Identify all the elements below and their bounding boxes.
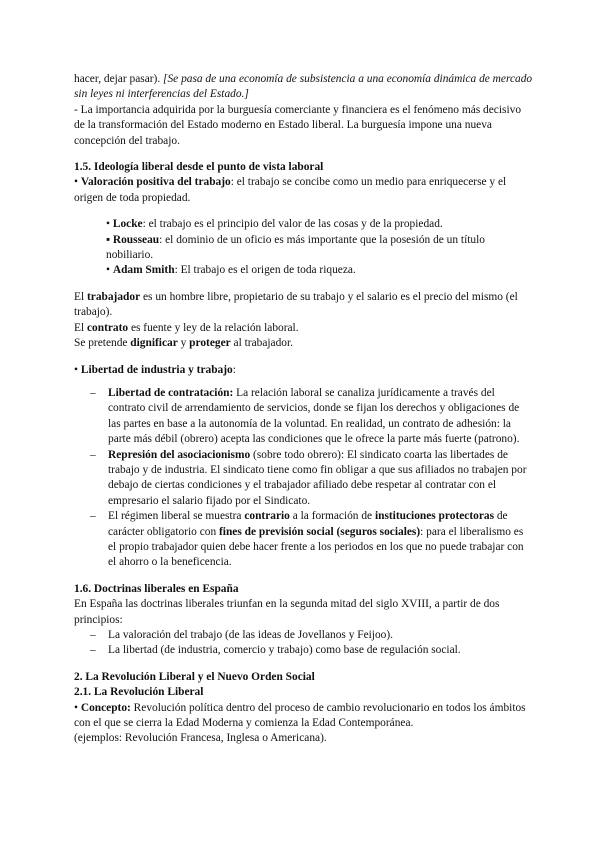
dash-marker: – bbox=[90, 644, 96, 657]
paragraph-burguesia: - La importancia adquirida por la burguesía comerciante y financiera es el fenómeno más decisivo de la transformación del Estado moderno en Estado liberal. La burguesía impone una nueva concepción del trabajo. bbox=[74, 103, 522, 147]
dash-item-asociacionismo: – Represión del asociacionismo (sobre todo obrero): El sindicato coarta las libertades de trabajo y de industria. El sindicato tiene como fin obligar a que sus afiliados no trabajen por debajo de ciertas condiciones y el trabajador afiliado debe respetar al contratar con el empresario el salario fijado por el Sindicato. bbox=[90, 448, 527, 507]
ejemplos-paragraph: (ejemplos: Revolución Francesa, Inglesa o Americana). bbox=[74, 732, 327, 745]
author-rousseau: ▪ Rousseau: el dominio de un oficio es más importante que la posesión de un título nobiliario. bbox=[106, 233, 485, 262]
dash-marker: – bbox=[90, 629, 96, 641]
dash-item-instituciones: – El régimen liberal se muestra contrario a la formación de instituciones protectoras de carácter obligatorio con fines de previsión social (seguros sociales): para el liberalismo es el propio trabajador quien debe hacer frente a los periodos en los que no puede trabajar con el ahorro o la beneficencia. bbox=[90, 510, 524, 569]
libertad-industria-heading: • Libertad de industria y trabajo: bbox=[74, 363, 236, 376]
document-page bbox=[74, 72, 534, 747]
trabajador-paragraph: El trabajador es un hombre libre, propietario de su trabajo y el salario es el precio del mismo (el trabajo). bbox=[74, 290, 518, 319]
section-2-title: 2. La Revolución Liberal y el Nuevo Orden Social bbox=[74, 670, 315, 683]
section-2-1-title: 2.1. La Revolución Liberal bbox=[74, 686, 204, 699]
dash-marker: – bbox=[90, 510, 96, 523]
pretende-paragraph: Se pretende dignificar y proteger al trabajador. bbox=[74, 337, 294, 350]
italic-note: [Se pasa de una economía de subsistencia a una economía dinámica de mercado sin leyes ni interferencias del Estado.] bbox=[74, 73, 533, 101]
doctrinas-intro: En España las doctrinas liberales triunfan en la segunda mitad del siglo XVIII, a partir de dos principios: bbox=[74, 598, 500, 626]
section-1-5-title: 1.5. Ideología liberal desde el punto de vista laboral bbox=[74, 161, 324, 174]
paragraph-laissez-faire: hacer, dejar pasar). [Se pasa de una economía de subsistencia a una economía dinámica de mercado sin leyes ni interferencias del Estado.] bbox=[74, 73, 533, 101]
author-locke: • Locke: el trabajo es el principio del valor de las cosas y de la propiedad. bbox=[106, 218, 443, 231]
dash-marker: – bbox=[90, 386, 96, 399]
dash-item-contratacion: – Libertad de contratación: La relación laboral se canaliza jurídicamente a través del contrato civil de arrendamiento de servicios, donde se fijan los derechos y obligaciones de las partes en base a la autonomía de la voluntad. En realidad, un contrato de adhesión: la parte más débil (obrero) acepta las condiciones que le ofrece la parte más fuerte (patrono). bbox=[90, 386, 520, 446]
dash-marker: – bbox=[90, 448, 96, 461]
dash-item-libertad: – La libertad (de industria, comercio y trabajo) como base de regulación social. bbox=[74, 643, 534, 658]
dash-item-valoracion: – La valoración del trabajo (de las ideas de Jovellanos y Feijoo). bbox=[74, 628, 534, 643]
concepto-paragraph: • Concepto: Revolución política dentro del proceso de cambio revolucionario en todos los ámbitos con el que se cierra la Edad Moderna y comienza la Edad Contemporánea. bbox=[74, 701, 526, 730]
section-1-6-title: 1.6. Doctrinas liberales en España bbox=[74, 582, 239, 595]
contrato-paragraph: El contrato es fuente y ley de la relación laboral. bbox=[74, 321, 299, 334]
author-adam-smith: • Adam Smith: El trabajo es el origen de toda riqueza. bbox=[106, 264, 356, 277]
valoracion-paragraph: • Valoración positiva del trabajo: el trabajo se concibe como un medio para enriquecerse y el origen de toda propiedad. bbox=[74, 176, 507, 204]
